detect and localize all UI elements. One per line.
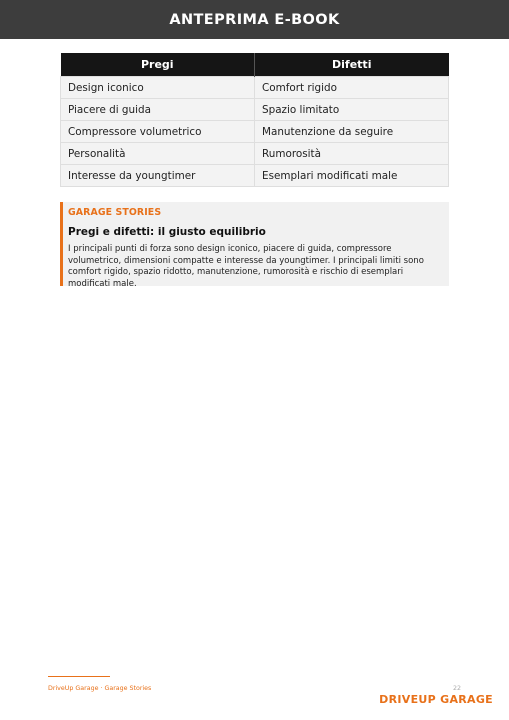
callout-heading: Pregi e difetti: il giusto equilibrio bbox=[68, 226, 266, 238]
table-row bbox=[61, 165, 449, 187]
callout-body: I principali punti di forza sono design iconico, piacere di guida, compressore volumetrico, dimensioni compatte e interesse da youngtimer. I principali limiti sono comfort rigido, spazio ridotto, manutenzione, rumorosità e rischio di esemplari modificati male. bbox=[68, 244, 424, 289]
pros-cons-table bbox=[60, 53, 449, 187]
con-cell: Rumorosità bbox=[255, 143, 449, 165]
con-cell: Comfort rigido bbox=[255, 77, 449, 99]
footer-divider bbox=[48, 676, 110, 677]
pro-cell: Design iconico bbox=[61, 77, 255, 99]
pro-cell: Piacere di guida bbox=[61, 99, 255, 121]
table-header-row bbox=[61, 53, 449, 77]
column-header-pros: Pregi bbox=[61, 53, 255, 77]
con-cell: Esemplari modificati male bbox=[255, 165, 449, 187]
banner-title: ANTEPRIMA E-BOOK bbox=[169, 11, 340, 28]
brand-wordmark: DRIVEUP GARAGE bbox=[379, 693, 493, 706]
column-header-cons: Difetti bbox=[255, 53, 449, 77]
garage-stories-callout bbox=[60, 202, 449, 289]
top-banner bbox=[0, 0, 509, 39]
table-row bbox=[61, 143, 449, 165]
table-row bbox=[61, 121, 449, 143]
page-number: 22 bbox=[452, 685, 461, 692]
table-row bbox=[61, 77, 449, 99]
pro-cell: Personalità bbox=[61, 143, 255, 165]
table-row bbox=[61, 99, 449, 121]
pro-cell: Interesse da youngtimer bbox=[61, 165, 255, 187]
footer-source: DriveUp Garage · Garage Stories bbox=[48, 685, 152, 692]
con-cell: Manutenzione da seguire bbox=[255, 121, 449, 143]
callout-kicker: GARAGE STORIES bbox=[68, 207, 162, 218]
con-cell: Spazio limitato bbox=[255, 99, 449, 121]
pro-cell: Compressore volumetrico bbox=[61, 121, 255, 143]
